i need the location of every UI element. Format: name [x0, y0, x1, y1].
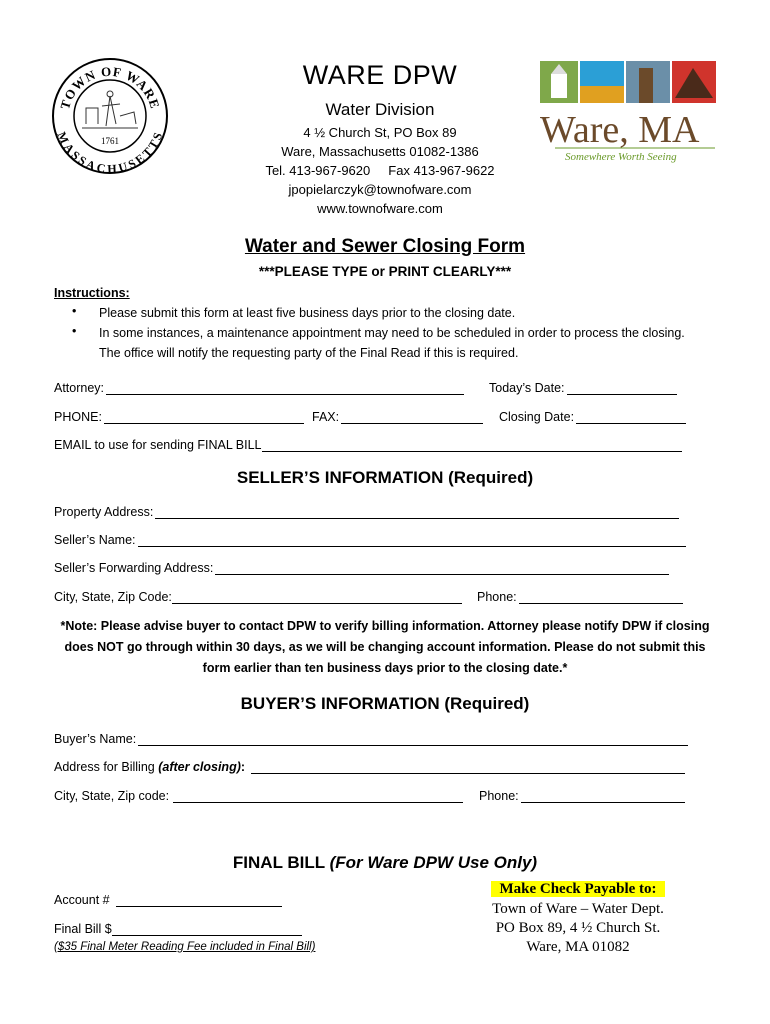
payment-heading: Make Check Payable to:	[491, 881, 664, 897]
account-field[interactable]	[116, 893, 282, 907]
payment-line-1: Town of Ware – Water Dept.	[492, 901, 664, 917]
instruction-2: In some instances, a maintenance appointment may need to be scheduled in order to process the closing. The office will notify the requesting party of the Final Read if this is required.	[99, 326, 685, 360]
closing-date-label: Closing Date:	[499, 410, 575, 424]
phone-field[interactable]	[104, 410, 304, 424]
todays-date-label: Today’s Date:	[489, 381, 565, 395]
billing-address-label: Address for Billing (after closing):	[54, 760, 246, 774]
attorney-label: Attorney:	[54, 381, 105, 395]
website: www.townofware.com	[317, 201, 443, 216]
seller-name-field[interactable]	[138, 533, 686, 547]
fax-field[interactable]	[341, 410, 483, 424]
final-bill-email-label: EMAIL to use for sending FINAL BILL	[54, 438, 262, 452]
town-seal-logo	[50, 56, 170, 176]
seller-city-state-zip-field[interactable]	[172, 590, 462, 604]
svg-text:TOWN OF WARE	[57, 64, 163, 111]
seller-name-label: Seller’s Name:	[54, 533, 136, 547]
seller-city-state-zip-label: City, State, Zip Code:	[54, 590, 172, 604]
billing-address-field[interactable]	[251, 760, 685, 774]
attorney-field[interactable]	[106, 381, 464, 395]
seal-year: 1761	[101, 136, 119, 146]
buyer-name-label: Buyer’s Name:	[54, 732, 137, 746]
seller-phone-label: Phone:	[477, 590, 517, 604]
buyer-city-state-zip-label: City, State, Zip code:	[54, 789, 170, 803]
buyer-phone-label: Phone:	[479, 789, 519, 803]
final-bill-heading: FINAL BILL (For Ware DPW Use Only)	[232, 853, 538, 872]
seller-forwarding-address-label: Seller’s Forwarding Address:	[54, 561, 214, 575]
seal-bottom-text: MASSACHUSETTS	[54, 129, 166, 176]
brand-tagline: Somewhere Worth Seeing	[565, 151, 677, 163]
phone-label: PHONE:	[54, 410, 102, 424]
instruction-1: Please submit this form at least five business days prior to the closing date.	[99, 306, 516, 320]
bullet-1: •	[72, 304, 77, 318]
closing-date-field[interactable]	[576, 410, 686, 424]
final-meter-fee-note: ($35 Final Meter Reading Fee included in Final Bill)	[54, 941, 316, 953]
final-bill-label: Final Bill $	[54, 922, 112, 936]
seller-phone-field[interactable]	[519, 590, 683, 604]
payment-line-2: PO Box 89, 4 ½ Church St.	[495, 920, 661, 936]
seller-forwarding-address-field[interactable]	[215, 561, 669, 575]
instructions-heading: Instructions:	[54, 286, 130, 300]
form-subtitle: ***PLEASE TYPE or PRINT CLEARLY***	[258, 264, 512, 279]
address-line-1: 4 ½ Church St, PO Box 89	[303, 125, 457, 140]
seal-top-text: TOWN OF WARE	[57, 63, 163, 111]
buyer-name-field[interactable]	[138, 732, 688, 746]
form-title: Water and Sewer Closing Form	[244, 236, 526, 257]
ware-ma-logo	[535, 56, 720, 174]
contact-email: jpopielarczyk@townofware.com	[288, 182, 472, 197]
buyer-section-heading: BUYER’S INFORMATION (Required)	[240, 694, 530, 713]
brand-name-text: Ware, MA	[540, 109, 700, 151]
dept-title: WARE DPW	[302, 60, 458, 90]
payment-heading-row	[470, 880, 686, 899]
division-name: Water Division	[325, 100, 435, 119]
payment-line-3: Ware, MA 01082	[526, 939, 630, 955]
phone-fax-line: Tel. 413-967-9620 Fax 413-967-9622	[265, 163, 495, 178]
property-address-field[interactable]	[155, 505, 679, 519]
fax-label: FAX:	[312, 410, 340, 424]
buyer-phone-field[interactable]	[521, 789, 685, 803]
final-bill-email-field[interactable]	[262, 438, 682, 452]
seller-note: *Note: Please advise buyer to contact DPW to verify billing information. Attorney please notify DPW if closing does NOT go through within 30 days, as we will be changing account information. Please do not submit this form earlier than ten business days prior to the closing date.*	[60, 619, 710, 675]
property-address-label: Property Address:	[54, 505, 154, 519]
seller-section-heading: SELLER’S INFORMATION (Required)	[236, 468, 534, 487]
bullet-2: •	[72, 324, 77, 338]
todays-date-field[interactable]	[567, 381, 677, 395]
account-label: Account #	[54, 893, 110, 907]
address-line-2: Ware, Massachusetts 01082-1386	[281, 144, 479, 159]
final-bill-amount-field[interactable]	[112, 922, 302, 936]
buyer-city-state-zip-field[interactable]	[173, 789, 463, 803]
